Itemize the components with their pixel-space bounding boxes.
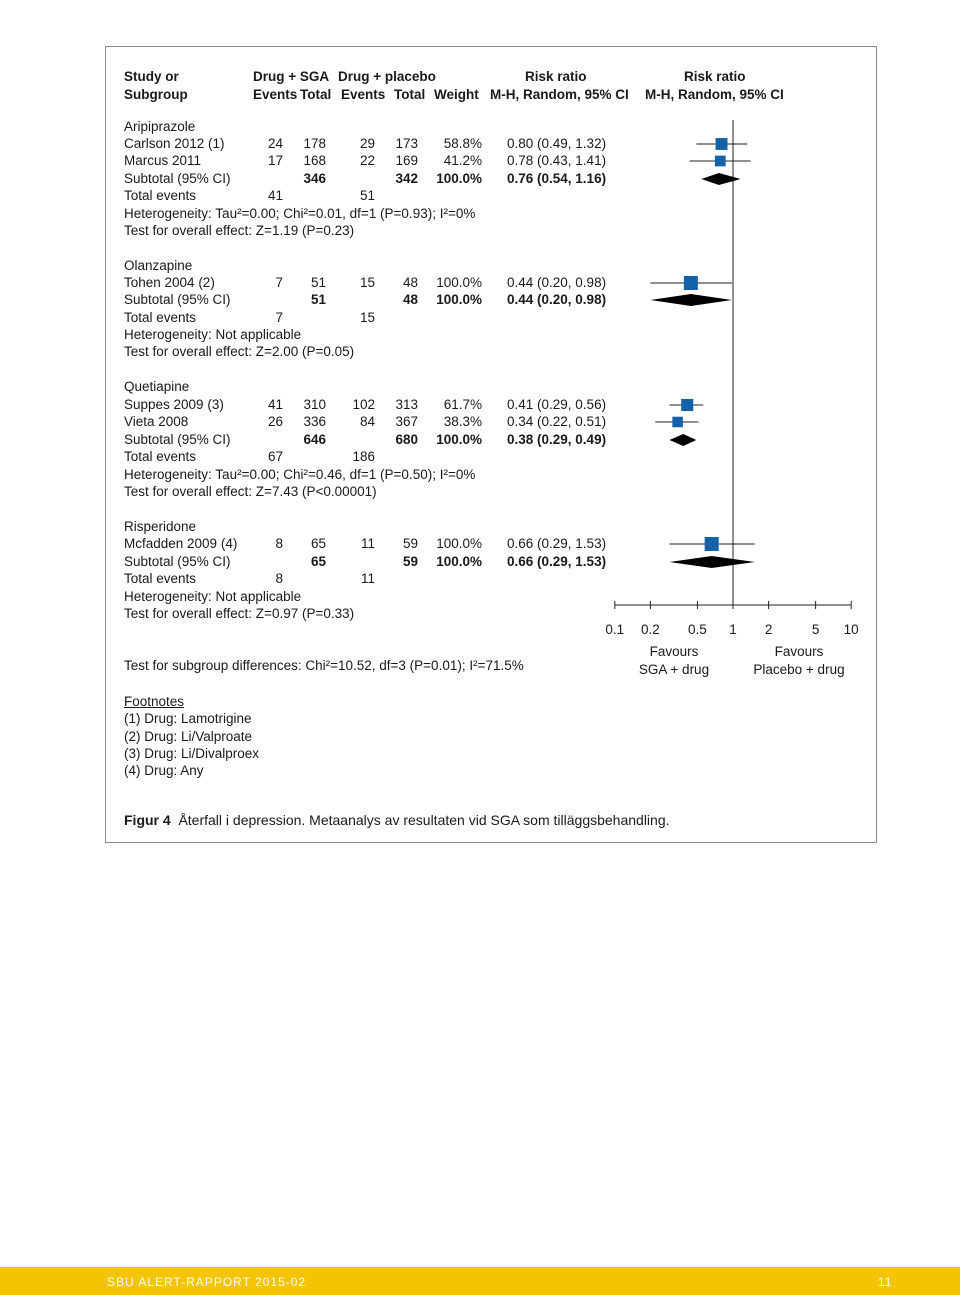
subtotal-weight: 100.0% [436, 554, 482, 569]
study-marker [672, 417, 683, 428]
total-events-sga: 41 [267, 188, 283, 203]
total-events-placebo: 15 [359, 310, 375, 325]
subtotal-total-placebo: 59 [402, 554, 418, 569]
heterogeneity: Heterogeneity: Not applicable [124, 327, 302, 342]
header-events-1: Events [253, 87, 298, 102]
x-tick-label: 10 [843, 622, 859, 637]
header-plot-sub: M-H, Random, 95% CI [645, 87, 784, 102]
study-marker [681, 399, 693, 411]
subtotal-total-sga: 51 [310, 292, 326, 307]
subtotal-weight: 100.0% [436, 432, 482, 447]
overall-effect: Test for overall effect: Z=1.19 (P=0.23) [124, 223, 355, 238]
header-placebo: Drug + placebo [338, 69, 436, 84]
header-events-2: Events [341, 87, 386, 102]
total-events-placebo: 186 [352, 449, 375, 464]
group-name: Olanzapine [124, 258, 193, 273]
total-sga: 310 [303, 397, 326, 412]
events-sga: 7 [275, 275, 283, 290]
overall-effect: Test for overall effect: Z=0.97 (P=0.33) [124, 606, 355, 621]
heterogeneity: Heterogeneity: Not applicable [124, 589, 302, 604]
subtotal-risk-ratio: 0.76 (0.54, 1.16) [507, 171, 607, 186]
subtotal-weight: 100.0% [436, 292, 482, 307]
total-sga: 51 [310, 275, 326, 290]
group-name: Quetiapine [124, 379, 190, 394]
header-weight: Weight [434, 87, 479, 102]
subtotal-total-sga: 646 [303, 432, 326, 447]
risk-ratio: 0.41 (0.29, 0.56) [507, 397, 607, 412]
subtotal-total-placebo: 342 [395, 171, 418, 186]
footnotes-title: Footnotes [124, 694, 185, 709]
weight: 100.0% [436, 536, 482, 551]
favours-right-line1: Favours [774, 644, 824, 659]
events-sga: 17 [267, 153, 283, 168]
subtotal-risk-ratio: 0.44 (0.20, 0.98) [507, 292, 607, 307]
risk-ratio: 0.80 (0.49, 1.32) [507, 136, 607, 151]
heterogeneity: Heterogeneity: Tau²=0.00; Chi²=0.46, df=1 (P=0.50); I²=0% [124, 467, 476, 482]
study-label: Tohen 2004 (2) [124, 275, 215, 290]
header-subgroup: Subgroup [124, 87, 188, 102]
footer-report-name: SBU ALERT-RAPPORT 2015-02 [107, 1275, 307, 1289]
study-label: Vieta 2008 [124, 414, 189, 429]
total-sga: 336 [303, 414, 326, 429]
total-events-label: Total events [124, 310, 197, 325]
group-name: Aripiprazole [124, 119, 196, 134]
events-placebo: 29 [359, 136, 375, 151]
weight: 58.8% [443, 136, 482, 151]
subtotal-label: Subtotal (95% CI) [124, 292, 231, 307]
total-placebo: 169 [395, 153, 418, 168]
subtotal-total-sga: 346 [303, 171, 326, 186]
footnote-item: (3) Drug: Li/Divalproex [124, 746, 260, 761]
subtotal-label: Subtotal (95% CI) [124, 171, 231, 186]
events-placebo: 15 [359, 275, 375, 290]
x-tick-label: 0.1 [605, 622, 625, 637]
subtotal-total-sga: 65 [310, 554, 326, 569]
subtotal-label: Subtotal (95% CI) [124, 432, 231, 447]
footnote-item: (2) Drug: Li/Valproate [124, 729, 253, 744]
x-tick-label: 0.5 [688, 622, 707, 637]
events-sga: 8 [275, 536, 283, 551]
weight: 61.7% [443, 397, 482, 412]
header-total-1: Total [300, 87, 332, 102]
risk-ratio: 0.66 (0.29, 1.53) [507, 536, 607, 551]
header-rr-title: Risk ratio [525, 69, 587, 84]
subtotal-total-placebo: 48 [402, 292, 418, 307]
subtotal-diamond [701, 173, 740, 185]
total-events-sga: 7 [275, 310, 283, 325]
header-total-2: Total [394, 87, 426, 102]
x-tick-label: 0.2 [640, 622, 660, 637]
total-sga: 65 [310, 536, 326, 551]
total-events-label: Total events [124, 449, 197, 464]
header-plot-title: Risk ratio [684, 69, 746, 84]
caption-text: Återfall i depression. Metaanalys av resultaten vid SGA som tilläggsbehandling. [178, 812, 670, 828]
total-placebo: 48 [402, 275, 418, 290]
favours-right-line2: Placebo + drug [753, 662, 845, 677]
x-tick-label: 5 [811, 622, 820, 637]
events-placebo: 84 [359, 414, 375, 429]
subtotal-risk-ratio: 0.66 (0.29, 1.53) [507, 554, 607, 569]
study-label: Marcus 2011 [124, 153, 202, 168]
risk-ratio: 0.44 (0.20, 0.98) [507, 275, 607, 290]
events-placebo: 102 [352, 397, 375, 412]
caption-label: Figur 4 [124, 812, 171, 828]
events-placebo: 11 [360, 536, 375, 551]
total-placebo: 313 [395, 397, 418, 412]
x-tick-label: 1 [729, 622, 737, 637]
study-label: Mcfadden 2009 (4) [124, 536, 238, 551]
risk-ratio: 0.78 (0.43, 1.41) [507, 153, 607, 168]
subtotal-total-placebo: 680 [395, 432, 418, 447]
total-events-label: Total events [124, 571, 197, 586]
heterogeneity: Heterogeneity: Tau²=0.00; Chi²=0.01, df=1 (P=0.93); I²=0% [124, 206, 476, 221]
footnote-item: (1) Drug: Lamotrigine [124, 711, 252, 726]
x-tick-label: 2 [764, 622, 773, 637]
weight: 41.2% [443, 153, 482, 168]
events-sga: 41 [267, 397, 283, 412]
total-events-placebo: 11 [360, 571, 375, 586]
events-sga: 24 [267, 136, 283, 151]
header-study-or: Study or [124, 69, 179, 84]
events-placebo: 22 [359, 153, 375, 168]
page-footer [0, 1267, 960, 1295]
favours-left-line2: SGA + drug [638, 662, 710, 677]
subtotal-diamond [669, 556, 754, 568]
events-sga: 26 [267, 414, 283, 429]
group-name: Risperidone [124, 519, 197, 534]
footnote-item: (4) Drug: Any [124, 763, 204, 778]
weight: 38.3% [443, 414, 482, 429]
total-events-sga: 67 [267, 449, 283, 464]
footer-page-number: 11 [878, 1275, 893, 1289]
study-label: Suppes 2009 (3) [124, 397, 224, 412]
study-marker [716, 138, 728, 150]
total-placebo: 367 [395, 414, 418, 429]
total-sga: 168 [303, 153, 326, 168]
overall-effect: Test for overall effect: Z=7.43 (P<0.00001) [124, 484, 377, 499]
overall-effect: Test for overall effect: Z=2.00 (P=0.05) [124, 344, 355, 359]
study-marker [705, 537, 719, 551]
total-events-sga: 8 [275, 571, 283, 586]
favours-left-line1: Favours [649, 644, 699, 659]
total-events-label: Total events [124, 188, 197, 203]
subtotal-weight: 100.0% [436, 171, 482, 186]
header-sga: Drug + SGA [253, 69, 330, 84]
total-placebo: 59 [402, 536, 418, 551]
total-placebo: 173 [395, 136, 418, 151]
subtotal-risk-ratio: 0.38 (0.29, 0.49) [507, 432, 607, 447]
study-label: Carlson 2012 (1) [124, 136, 225, 151]
header-rr-sub: M-H, Random, 95% CI [490, 87, 629, 102]
weight: 100.0% [436, 275, 482, 290]
study-marker [684, 276, 698, 290]
total-sga: 178 [303, 136, 326, 151]
study-marker [715, 156, 726, 167]
risk-ratio: 0.34 (0.22, 0.51) [507, 414, 607, 429]
figure-caption [124, 811, 670, 829]
subtotal-diamond [650, 294, 732, 306]
total-events-placebo: 51 [359, 188, 375, 203]
subtotal-diamond [669, 434, 696, 446]
subgroup-differences: Test for subgroup differences: Chi²=10.52, df=3 (P=0.01); I²=71.5% [124, 658, 524, 673]
subtotal-label: Subtotal (95% CI) [124, 554, 231, 569]
